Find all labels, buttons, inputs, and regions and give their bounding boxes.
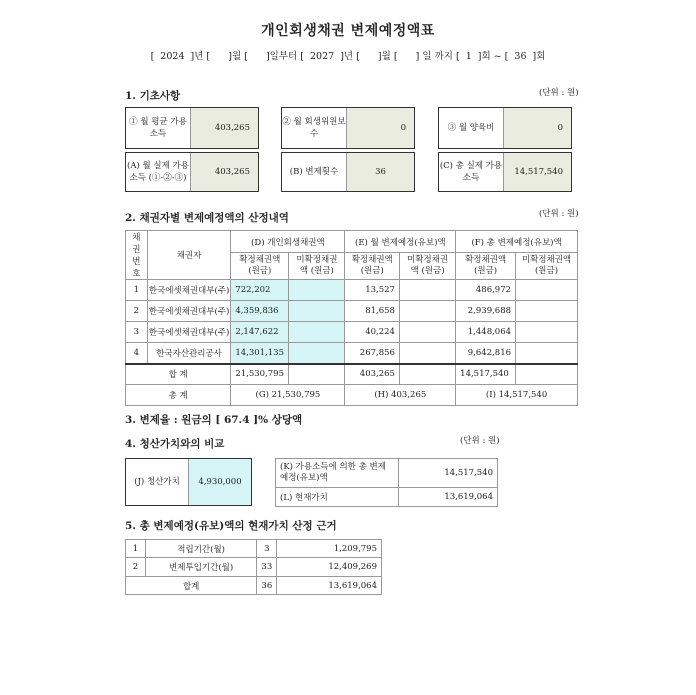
section-5-heading: 5. 총 변제예정(유보)액의 현재가치 산정 근거 [125,520,337,532]
child-support-box [438,107,572,149]
repay-count-label: (B) 변제횟수 [282,153,347,191]
pv-row-value: 1,209,795 [277,540,382,558]
section-1-heading: 1. 기초사항 [125,90,181,102]
row-creditor: 한국자산관리공사 [147,343,231,364]
pv-row-value: 12,409,269 [277,558,382,577]
sum-f-unconfirmed [516,364,578,385]
row-f-confirmed: 1,448,064 [456,322,516,343]
table-row [126,322,578,343]
d-unconfirmed-header: 미확정채권액 (원금) [289,253,345,280]
row-f-confirmed: 486,972 [456,280,516,301]
f-unconfirmed-header: 미확정채권액 (원금) [516,253,578,280]
pv-row-label: 적립기간(월) [145,540,256,558]
child-support-value: 0 [504,108,571,148]
sum-e-unconfirmed [399,364,455,385]
l-value: 13,619,064 [399,488,498,507]
e-unconfirmed-header: 미확정채권액 (원금) [399,253,455,280]
row-e-unconfirmed [399,343,455,364]
pv-row-months: 3 [257,540,277,558]
total-g: (G) 21,530,795 [231,385,345,406]
pv-row-label: 변제투입기간(월) [145,558,256,577]
row-d-unconfirmed [289,322,345,343]
actual-income-box [125,152,259,192]
pv-sum-value: 13,619,064 [277,577,382,595]
e-confirmed-header: 확정채권액 (원금) [345,253,399,280]
actual-income-value: 403,265 [191,153,258,191]
section-3-heading: 3. 변제율 : 원금의 [ 67.4 ]% 상당액 [125,414,303,426]
total-label: 총 계 [126,385,231,406]
sum-label: 합 계 [126,364,231,385]
table-row [126,540,382,558]
row-no: 2 [126,301,148,322]
table-row [126,280,578,301]
row-f-unconfirmed [516,280,578,301]
total-income-box [438,152,572,192]
total-row [126,385,578,406]
unit-label-4: (단위 : 원) [460,436,500,446]
pv-row-months: 33 [257,558,277,577]
sum-d-unconfirmed [289,364,345,385]
total-h: (H) 403,265 [345,385,456,406]
pv-row-no: 2 [126,558,146,577]
row-e-confirmed: 13,527 [345,280,399,301]
period-line: [ 2024 ]년 [ ]월 [ ]일부터 [ 2027 ]년 [ ]월 [ ] 일 까지 [ 1 ]회 ~ [ 36 ]회 [150,51,546,62]
creditor-table [125,230,578,406]
pv-row-no: 1 [126,540,146,558]
row-e-unconfirmed [399,301,455,322]
l-label: (L) 현재가치 [276,488,399,507]
avg-income-label: ① 월 평균 가용소득 [126,108,191,148]
row-e-unconfirmed [399,322,455,343]
liquidation-value: 4,930,000 [189,459,251,505]
trustee-fee-box [281,107,415,149]
k-value: 14,517,540 [399,459,498,488]
row-d-unconfirmed [289,301,345,322]
repay-count-box [281,152,415,192]
liquidation-label: (J) 청산가치 [126,459,189,505]
row-e-confirmed: 40,224 [345,322,399,343]
col-e-header: (E) 월 변제예정(유보)액 [345,231,456,253]
avg-income-value: 403,265 [191,108,258,148]
section-2-heading: 2. 채권자별 변제예정액의 산정내역 [125,212,289,224]
pv-sum-row [126,577,382,595]
pv-sum-label: 합계 [126,577,257,595]
f-confirmed-header: 확정채권액 (원금) [456,253,516,280]
col-no-header: 채권 번호 [126,231,148,280]
row-d-confirmed: 14,301,135 [231,343,289,364]
sum-row [126,364,578,385]
total-i: (I) 14,517,540 [456,385,578,406]
row-e-confirmed: 267,856 [345,343,399,364]
unit-label-2: (단위 : 원) [539,209,579,219]
d-confirmed-header: 확정채권액 (원금) [231,253,289,280]
row-no: 3 [126,322,148,343]
row-no: 4 [126,343,148,364]
pv-sum-months: 36 [257,577,277,595]
row-d-unconfirmed [289,343,345,364]
col-d-header: (D) 개인회생채권액 [231,231,345,253]
comparison-table [275,458,498,507]
row-creditor: 한국에셋채권대부(주) [147,301,231,322]
k-label: (K) 가용소득에 의한 총 변제 예정(유보)액 [276,459,399,488]
table-row [126,301,578,322]
sum-d: 21,530,795 [231,364,289,385]
table-row [126,558,382,577]
avg-income-box [125,107,259,149]
row-creditor: 한국에셋채권대부(주) [147,280,231,301]
repay-count-value: 36 [347,153,414,191]
sum-f: 14,517,540 [456,364,516,385]
total-income-value: 14,517,540 [504,153,571,191]
row-d-confirmed: 2,147,622 [231,322,289,343]
section-4-heading: 4. 청산가치와의 비교 [125,438,225,450]
table-row [126,343,578,364]
row-d-unconfirmed [289,280,345,301]
col-f-header: (F) 총 변제예정(유보)액 [456,231,578,253]
trustee-fee-value: 0 [347,108,414,148]
row-creditor: 한국에셋채권대부(주) [147,322,231,343]
row-d-confirmed: 722,202 [231,280,289,301]
row-f-confirmed: 9,642,816 [456,343,516,364]
row-e-confirmed: 81,658 [345,301,399,322]
actual-income-label: (A) 월 실제 가용소득 (①-②-③) [126,153,191,191]
row-f-unconfirmed [516,322,578,343]
row-d-confirmed: 4,359,836 [231,301,289,322]
present-value-table [125,539,382,595]
trustee-fee-label: ② 월 회생위원보수 [282,108,347,148]
row-f-unconfirmed [516,343,578,364]
unit-label-1: (단위 : 원) [539,88,579,98]
liquidation-box [125,458,252,506]
child-support-label: ③ 월 양육비 [439,108,504,148]
row-e-unconfirmed [399,280,455,301]
row-f-confirmed: 2,939,688 [456,301,516,322]
sum-e: 403,265 [345,364,399,385]
total-income-label: (C) 총 실제 가용소득 [439,153,504,191]
row-f-unconfirmed [516,301,578,322]
col-creditor-header: 채권자 [147,231,231,280]
row-no: 1 [126,280,148,301]
page-title: 개인회생채권 변제예정액표 [261,23,435,39]
